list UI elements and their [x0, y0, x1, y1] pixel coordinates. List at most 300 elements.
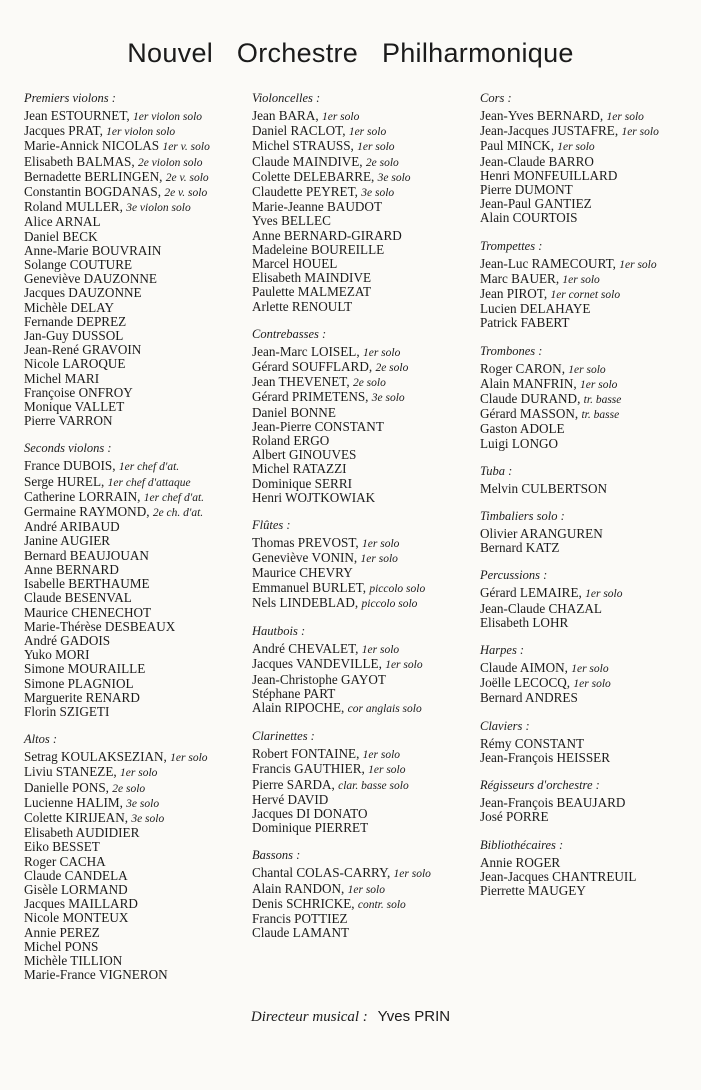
musician-entry — [252, 687, 474, 701]
music-director-line — [0, 1008, 701, 1026]
musician-entry — [480, 616, 695, 630]
musician-entry — [24, 286, 246, 300]
section — [480, 777, 695, 824]
section — [480, 718, 695, 765]
musician-entry — [252, 778, 474, 793]
musician-name: Alain MANFRIN, — [480, 375, 577, 391]
musician-role: 1er solo — [362, 346, 401, 359]
musician-name: Patrick FABERT — [480, 315, 570, 331]
musician-name: Isabelle BERTHAUME — [24, 576, 150, 592]
musician-name: Jean THEVENET, — [252, 374, 350, 390]
musician-entry — [480, 302, 695, 316]
musician-entry — [252, 866, 474, 881]
section-heading: Violoncelles : — [252, 91, 321, 105]
musician-entry — [24, 750, 246, 765]
musician-entry — [24, 796, 246, 811]
musician-name: Bernard BEAUJOUAN — [24, 547, 149, 563]
musician-entry — [24, 620, 246, 634]
musician-role: 1er solo — [321, 111, 360, 123]
section-heading: Percussions : — [480, 568, 548, 583]
section — [252, 623, 474, 716]
musician-entry — [252, 434, 474, 448]
section — [480, 343, 695, 451]
musician-name: Jean BARA, — [252, 108, 319, 123]
musician-entry — [252, 657, 474, 672]
musician-name: Henri MONFEUILLARD — [480, 167, 618, 183]
musician-name: Michel RATAZZI — [252, 461, 347, 477]
musician-entry — [252, 300, 474, 314]
musician-entry — [252, 345, 474, 360]
musician-role: 1er solo — [562, 273, 600, 286]
musician-name: Luigi LONGO — [480, 435, 559, 451]
musician-name: Alain RANDON, — [252, 880, 345, 896]
musician-entry — [24, 372, 246, 386]
musician-role: 1er solo — [568, 363, 606, 376]
musician-entry — [480, 139, 695, 154]
musician-entry — [480, 737, 695, 751]
musician-name: Gérard MASSON, — [480, 406, 579, 422]
musician-entry — [24, 606, 246, 620]
musician-name: Jean-Paul GANTIEZ — [480, 196, 592, 212]
section — [252, 517, 474, 611]
musician-role: 3e solo — [371, 392, 405, 405]
section-heading: Harpes : — [480, 643, 525, 658]
musician-role: 2e violon solo — [137, 156, 203, 169]
musician-name: Dominique PIERRET — [252, 820, 369, 836]
musician-name: Paul MINCK, — [480, 138, 554, 154]
musician-entry — [480, 197, 695, 211]
musician-entry — [480, 602, 695, 616]
musician-name: Germaine RAYMOND, — [24, 504, 150, 520]
musician-role: 3e solo — [126, 797, 160, 810]
musician-entry — [24, 869, 246, 883]
musician-entry — [252, 109, 474, 124]
musician-entry — [480, 856, 695, 870]
musician-name: Serge HUREL, — [24, 473, 105, 489]
musician-role: 2e solo — [365, 156, 399, 169]
musician-entry — [252, 673, 474, 687]
musician-name: Alain COURTOIS — [480, 210, 578, 226]
musician-name: Jean PIROT, — [480, 286, 548, 302]
musician-entry — [24, 705, 246, 719]
musician-name: Jean-Claude BARRO — [480, 153, 594, 169]
musician-name: Melvin CULBERTSON — [480, 480, 608, 496]
musician-entry — [480, 287, 695, 302]
musician-entry — [24, 329, 246, 343]
musician-entry — [252, 821, 474, 835]
musician-name: Nels LINDEBLAD, — [252, 594, 359, 610]
musician-name: Rémy CONSTANT — [480, 735, 585, 751]
musician-role: 1er solo — [368, 764, 406, 777]
section-heading: Flûtes : — [252, 518, 291, 533]
section — [480, 567, 695, 630]
musician-name: Anne BERNARD-GIRARD — [252, 227, 402, 243]
musician-role: 1er solo — [585, 588, 623, 601]
musician-name: André GADOIS — [24, 632, 111, 648]
musician-name: Jean-Jacques JUSTAFRE, — [480, 123, 619, 139]
musician-entry — [24, 155, 246, 170]
musician-name: Marguerite RENARD — [24, 689, 140, 705]
musician-name: Daniel BONNE — [252, 404, 336, 420]
musician-name: Anne-Marie BOUVRAIN — [24, 242, 162, 258]
musician-role: 1er solo — [571, 663, 609, 676]
musician-name: Joëlle LECOCQ, — [480, 675, 571, 691]
musician-entry — [24, 940, 246, 954]
musician-name: Daniel BECK — [24, 228, 98, 244]
musician-name: Jean-Claude CHAZAL — [480, 600, 602, 616]
musician-entry — [252, 360, 474, 375]
musician-name: Geneviève DAUZONNE — [24, 271, 157, 287]
musician-name: Pierrette MAUGEY — [480, 882, 586, 898]
section-heading: Contrebasses : — [252, 326, 327, 341]
musician-name: Setrag KOULAKSEZIAN, — [24, 749, 167, 765]
musician-name: Nicole MONTEUX — [24, 910, 129, 926]
musician-role: 1er solo — [573, 678, 611, 691]
musician-entry — [24, 258, 246, 272]
musician-entry — [24, 577, 246, 591]
musician-entry — [480, 169, 695, 183]
section-heading: Bibliothécaires : — [480, 837, 564, 852]
musician-entry — [24, 591, 246, 605]
musician-role: 1er solo — [362, 538, 400, 551]
musician-entry — [24, 244, 246, 258]
musician-entry — [24, 215, 246, 229]
musician-entry — [480, 527, 695, 541]
musician-entry — [252, 243, 474, 257]
musician-entry — [252, 285, 474, 299]
musician-name: Janine AUGIER — [24, 533, 111, 549]
musician-entry — [24, 911, 246, 925]
musician-name: Elisabeth MAINDIVE — [252, 270, 372, 286]
musician-name: Anne BERNARD — [24, 561, 119, 577]
musician-name: Gérard PRIMETENS, — [252, 389, 369, 405]
section-heading: Bassons : — [252, 848, 301, 863]
musician-entry — [24, 662, 246, 676]
musician-entry — [480, 272, 695, 287]
musician-name: Henri WOJTKOWIAK — [252, 489, 376, 505]
musician-name: Elisabeth AUDIDIER — [24, 825, 140, 841]
section — [24, 731, 246, 982]
musician-name: Roger CARON, — [480, 360, 565, 376]
section — [480, 238, 695, 331]
musician-entry — [252, 271, 474, 285]
musician-entry — [252, 912, 474, 926]
musician-entry — [24, 185, 246, 200]
musician-name: Pierre DUMONT — [480, 182, 573, 198]
musician-role: 1er solo — [170, 752, 208, 765]
musician-entry — [24, 386, 246, 400]
musician-name: Albert GINOUVES — [252, 447, 357, 463]
musician-name: Jan-Guy DUSSOL — [24, 328, 124, 344]
column-1 — [24, 88, 246, 994]
music-director-name: Yves PRIN — [377, 1008, 451, 1025]
musician-name: Gérard SOUFFLARD, — [252, 359, 373, 375]
section-heading: Clarinettes : — [252, 729, 315, 744]
musician-role: 1er solo — [361, 644, 400, 657]
musician-entry — [24, 124, 246, 139]
musician-entry — [24, 505, 246, 520]
musician-name: Monique VALLET — [24, 399, 125, 415]
musician-name: Claude AIMON, — [480, 660, 568, 676]
musician-entry — [24, 170, 246, 185]
musician-name: Robert FONTAINE, — [252, 746, 360, 762]
section — [24, 90, 246, 428]
musician-entry — [252, 257, 474, 271]
musician-name: Jean-François HEISSER — [480, 749, 611, 765]
musician-entry — [480, 392, 695, 407]
musician-entry — [252, 390, 474, 405]
title-word-philharmonique: Philharmonique — [381, 38, 574, 68]
musician-name: Yves BELLEC — [252, 213, 331, 229]
musician-role: cor anglais solo — [347, 702, 422, 715]
musician-name: Denis SCHRICKE, — [252, 895, 355, 911]
section — [480, 90, 695, 226]
musician-role: piccolo solo — [369, 582, 426, 595]
musician-name: Michel PONS — [24, 938, 99, 954]
musician-entry — [24, 840, 246, 854]
musician-entry — [480, 884, 695, 898]
musician-entry — [24, 301, 246, 315]
section — [480, 463, 695, 496]
musician-name: Colette KIRIJEAN, — [24, 809, 129, 825]
musician-name: Lucienne HALIM, — [24, 794, 123, 810]
musician-role: 3e violon solo — [126, 202, 191, 215]
musician-role: 2e v. solo — [164, 187, 208, 200]
musician-name: Jean-René GRAVOIN — [24, 342, 142, 358]
musician-entry — [252, 581, 474, 596]
musician-role: clar. basse solo — [338, 779, 409, 792]
musician-name: Gisèle LORMAND — [24, 881, 128, 897]
musician-entry — [252, 477, 474, 491]
musician-name: Jacques PRAT, — [24, 123, 103, 139]
musician-role: 1er solo — [621, 126, 659, 139]
musician-role: 3e solo — [361, 187, 395, 200]
musician-name: José PORRE — [480, 809, 549, 825]
musician-name: Claude DURAND, — [480, 391, 581, 407]
section — [252, 90, 474, 314]
musician-entry — [480, 407, 695, 422]
musician-name: Annie ROGER — [480, 854, 561, 870]
musician-name: Michèle TILLION — [24, 952, 123, 968]
musician-name: Simone PLAGNIOL — [24, 675, 134, 691]
section-heading: Hautbois : — [252, 624, 306, 639]
musician-entry — [24, 475, 246, 490]
musician-entry — [252, 793, 474, 807]
musician-entry — [252, 155, 474, 170]
musician-role: 1er solo — [360, 553, 398, 566]
musician-entry — [252, 214, 474, 228]
musician-name: Madeleine BOUREILLE — [252, 241, 385, 257]
musician-name: Pierre VARRON — [24, 413, 113, 429]
musician-entry — [480, 124, 695, 139]
title-word-nouvel: Nouvel — [127, 38, 214, 68]
musician-entry — [252, 124, 474, 139]
musician-entry — [24, 648, 246, 662]
musician-name: Pierre SARDA, — [252, 776, 335, 792]
musician-entry — [480, 183, 695, 197]
musician-entry — [252, 642, 474, 657]
musician-entry — [24, 926, 246, 940]
musician-name: Jean-François BEAUJARD — [480, 795, 626, 811]
musician-name: Annie PEREZ — [24, 924, 100, 940]
musician-entry — [24, 634, 246, 648]
musician-name: Bernadette BERLINGEN, — [24, 168, 163, 184]
musician-entry — [24, 534, 246, 548]
musician-role: 2e solo — [112, 782, 146, 795]
musician-role: 1er solo — [357, 141, 395, 154]
musician-name: Jean-Christophe GAYOT — [252, 671, 386, 687]
musician-entry — [252, 185, 474, 200]
musician-name: Thomas PREVOST, — [252, 535, 359, 551]
musician-entry — [480, 437, 695, 451]
musician-name: Claude LAMANT — [252, 925, 350, 941]
section-heading: Trompettes : — [480, 238, 543, 253]
musician-entry — [24, 343, 246, 357]
musician-role: 1er solo — [557, 141, 595, 154]
musician-role: 1er violon solo — [133, 111, 203, 123]
musician-entry — [24, 109, 246, 124]
musician-name: Claude MAINDIVE, — [252, 153, 363, 169]
musician-role: 1er chef d'attaque — [107, 476, 191, 489]
musician-name: André CHEVALET, — [252, 641, 359, 657]
musician-entry — [24, 826, 246, 840]
musician-name: Florin SZIGETI — [24, 703, 110, 719]
section-heading: Tuba : — [480, 463, 513, 478]
musician-entry — [480, 751, 695, 765]
musician-entry — [24, 897, 246, 911]
musician-role: 3e solo — [131, 812, 165, 825]
musician-name: Geneviève VONIN, — [252, 550, 358, 566]
musician-name: Eiko BESSET — [24, 839, 100, 855]
musician-name: Gaston ADOLE — [480, 421, 565, 437]
musician-entry — [480, 316, 695, 330]
musician-name: Danielle PONS, — [24, 779, 109, 795]
musician-name: Marie-France VIGNERON — [24, 967, 168, 983]
musician-role: 1er solo — [393, 868, 431, 881]
musician-role: 1er solo — [606, 111, 644, 123]
musician-name: Marie-Annick NICOLAS — [24, 138, 160, 154]
musician-entry — [24, 200, 246, 215]
musician-entry — [24, 357, 246, 371]
column-3 — [480, 88, 695, 910]
musician-name: Nicole LAROQUE — [24, 356, 126, 372]
musician-role: 1er violon solo — [106, 126, 176, 139]
musician-entry — [480, 870, 695, 884]
musician-role: piccolo solo — [361, 597, 418, 610]
section — [252, 847, 474, 940]
section-heading: Claviers : — [480, 718, 530, 733]
musician-entry — [252, 747, 474, 762]
musician-role: 1er solo — [348, 126, 387, 139]
column-2 — [252, 88, 474, 952]
musician-name: Michel STRAUSS, — [252, 138, 354, 154]
musician-entry — [252, 420, 474, 434]
musician-entry — [252, 762, 474, 777]
musician-entry — [252, 200, 474, 214]
section-heading: Seconds violons : — [24, 441, 112, 456]
musician-role: 2e ch. d'at. — [152, 507, 204, 520]
musician-role: 1er v. solo — [162, 141, 210, 154]
musician-entry — [480, 155, 695, 169]
musician-name: Claude CANDELA — [24, 867, 128, 883]
musician-entry — [24, 765, 246, 780]
musician-name: Alain RIPOCHE, — [252, 699, 345, 715]
musician-entry — [24, 230, 246, 244]
musician-entry — [24, 139, 246, 154]
musician-entry — [252, 462, 474, 476]
musician-name: Jacques DAUZONNE — [24, 285, 142, 301]
musician-name: Dominique SERRI — [252, 475, 353, 491]
musician-entry — [252, 882, 474, 897]
musician-name: Francis GAUTHIER, — [252, 761, 365, 777]
musician-entry — [252, 566, 474, 580]
musician-role: 1er chef d'at. — [143, 491, 205, 504]
musician-name: Fernande DEPREZ — [24, 313, 127, 329]
musician-role: 1er solo — [120, 767, 158, 780]
musician-entry — [252, 536, 474, 551]
musician-name: Roger CACHA — [24, 853, 106, 869]
musician-name: Roland MULLER, — [24, 199, 123, 215]
musician-role: 1er solo — [362, 749, 401, 762]
musician-entry — [480, 676, 695, 691]
musician-name: Jacques DI DONATO — [252, 805, 368, 821]
musician-entry — [252, 406, 474, 420]
musician-entry — [24, 883, 246, 897]
musician-entry — [480, 541, 695, 555]
musician-name: Lucien DELAHAYE — [480, 301, 591, 317]
musician-entry — [252, 229, 474, 243]
musician-entry — [24, 549, 246, 563]
musician-name: Jean ESTOURNET, — [24, 108, 130, 123]
musician-name: Jean-Marc LOISEL, — [252, 343, 360, 359]
musician-name: Colette DELEBARRE, — [252, 168, 375, 184]
section-heading: Timbaliers solo : — [480, 509, 565, 524]
musician-entry — [24, 414, 246, 428]
musician-entry — [24, 490, 246, 505]
musician-name: Daniel RACLOT, — [252, 123, 346, 139]
musician-role: 2e solo — [375, 362, 409, 375]
section — [480, 837, 695, 899]
musician-role: 1er solo — [347, 883, 385, 896]
musician-entry — [24, 272, 246, 286]
musician-entry — [24, 459, 246, 474]
musician-name: Paulette MALMEZAT — [252, 284, 372, 300]
section — [24, 440, 246, 719]
musician-entry — [480, 810, 695, 824]
musician-entry — [24, 691, 246, 705]
musician-entry — [252, 375, 474, 390]
musician-entry — [252, 448, 474, 462]
musician-entry — [24, 315, 246, 329]
musician-name: Bernard ANDRES — [480, 690, 578, 706]
musician-entry — [252, 139, 474, 154]
musician-name: Bernard KATZ — [480, 540, 560, 556]
musician-entry — [480, 362, 695, 377]
musician-role: 1er solo — [619, 258, 657, 271]
musician-name: Liviu STANEZE, — [24, 764, 117, 780]
musician-entry — [480, 211, 695, 225]
musician-entry — [252, 807, 474, 821]
musician-role: 1er solo — [580, 378, 618, 391]
musician-name: Jacques MAILLARD — [24, 896, 138, 912]
section — [252, 728, 474, 835]
musician-entry — [252, 897, 474, 912]
title-word-orchestre: Orchestre — [236, 38, 359, 68]
musician-entry — [252, 926, 474, 940]
musician-entry — [480, 661, 695, 676]
musician-name: André ARIBAUD — [24, 519, 120, 535]
musician-name: Jean-Luc RAMECOURT, — [480, 255, 616, 271]
